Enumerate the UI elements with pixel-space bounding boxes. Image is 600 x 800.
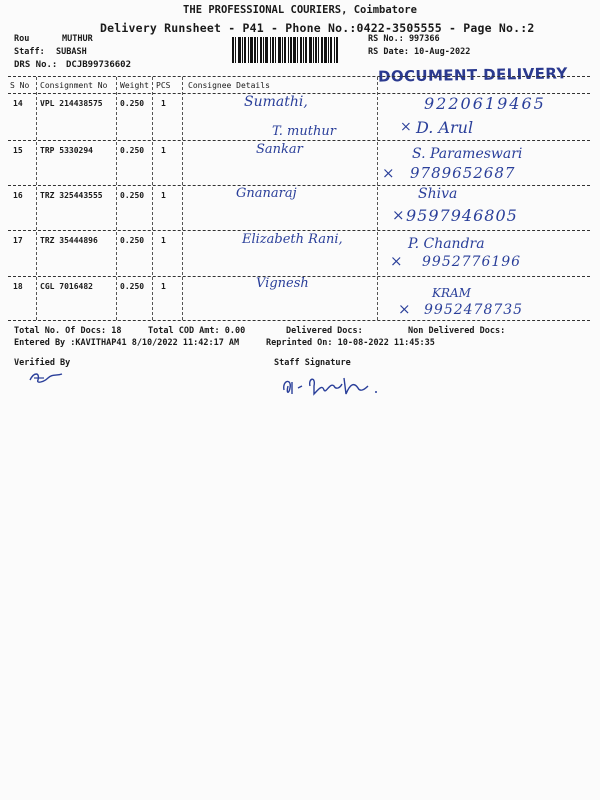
- receiver-x-mark: ×: [392, 206, 405, 224]
- row-sno: 14: [13, 99, 23, 108]
- consignee-name: Sumathi,: [244, 94, 308, 110]
- row-sno: 16: [13, 191, 23, 200]
- verified-by-label: Verified By: [14, 358, 71, 368]
- row-pcs: 1: [161, 99, 166, 108]
- row-pcs: 1: [161, 236, 166, 245]
- staff-label: Staff:: [14, 47, 45, 57]
- row-weight: 0.250: [120, 282, 145, 291]
- consignee-address: T. muthur: [272, 124, 336, 139]
- row-sno: 17: [13, 236, 23, 245]
- staff-signature-label: Staff Signature: [274, 358, 351, 368]
- drs-value: DCJB99736602: [66, 60, 132, 70]
- rs-date: RS Date: 10-Aug-2022: [368, 47, 471, 57]
- receiver-phone: 9789652687: [410, 164, 516, 182]
- drs-label: DRS No.:: [14, 60, 58, 70]
- row-pcs: 1: [161, 191, 166, 200]
- col-weight: Weight: [120, 81, 149, 90]
- delivered-docs: Delivered Docs:: [286, 326, 363, 336]
- receiver-x-mark: ×: [382, 164, 395, 182]
- row-weight: 0.250: [120, 146, 145, 155]
- document-delivery-stamp: DOCUMENT DELIVERY: [377, 64, 568, 86]
- consignee-name: Gnanaraj: [236, 186, 297, 201]
- consignee-name: Sankar: [256, 142, 303, 157]
- receiver-name: Shiva: [418, 186, 458, 202]
- route-value: MUTHUR: [62, 34, 93, 44]
- receiver-x-mark: ×: [400, 119, 412, 135]
- row-pcs: 1: [161, 146, 166, 155]
- total-docs: Total No. Of Docs: 18: [14, 326, 122, 336]
- route-label: Rou: [14, 34, 30, 44]
- rs-number: RS No.: 997366: [368, 34, 440, 44]
- entered-by: Entered By :KAVITHAP41 8/10/2022 11:42:17 AM: [14, 338, 240, 348]
- company-title: THE PROFESSIONAL COURIERS, Coimbatore: [183, 4, 417, 16]
- staff-value: SUBASH: [56, 47, 87, 57]
- receiver-x-mark: ×: [398, 300, 411, 318]
- col-consignment: Consignment No: [40, 81, 108, 90]
- col-consignee: Consignee Details: [188, 81, 270, 90]
- staff-signature: [278, 372, 388, 400]
- reprinted-on: Reprinted On: 10-08-2022 11:45:35: [266, 338, 435, 348]
- row-consignment: TRP 5330294: [40, 146, 93, 155]
- receiver-name: KRAM: [432, 286, 471, 300]
- receiver-name: P. Chandra: [408, 236, 485, 252]
- receiver-phone: 9220619465: [424, 94, 546, 113]
- consignee-name: Elizabeth Rani,: [242, 232, 343, 247]
- verified-signature: [26, 366, 66, 386]
- barcode: [232, 37, 360, 63]
- receiver-phone: 9597946805: [406, 206, 518, 225]
- non-delivered-docs: Non Delivered Docs:: [408, 326, 506, 336]
- row-consignment: TRZ 325443555: [40, 191, 103, 200]
- row-sno: 15: [13, 146, 23, 155]
- row-consignment: TRZ 35444896: [40, 236, 98, 245]
- row-consignment: VPL 214438575: [40, 99, 103, 108]
- receiver-x-mark: ×: [390, 252, 403, 270]
- row-weight: 0.250: [120, 99, 145, 108]
- row-pcs: 1: [161, 282, 166, 291]
- col-pcs: PCS: [156, 81, 171, 90]
- total-cod: Total COD Amt: 0.00: [148, 326, 246, 336]
- receiver-name: S. Parameswari: [412, 146, 523, 162]
- row-sno: 18: [13, 282, 23, 291]
- receiver-name: D. Arul: [416, 118, 474, 137]
- col-sno: S No: [10, 81, 30, 90]
- consignee-name: Vignesh: [256, 276, 309, 291]
- receiver-phone: 9952478735: [424, 302, 524, 318]
- row-weight: 0.250: [120, 236, 145, 245]
- receiver-phone: 9952776196: [422, 254, 522, 270]
- row-consignment: CGL 7016482: [40, 282, 93, 291]
- row-weight: 0.250: [120, 191, 145, 200]
- runsheet-title: Delivery Runsheet - P41 - Phone No.:0422-3505555 - Page No.:2: [100, 21, 535, 35]
